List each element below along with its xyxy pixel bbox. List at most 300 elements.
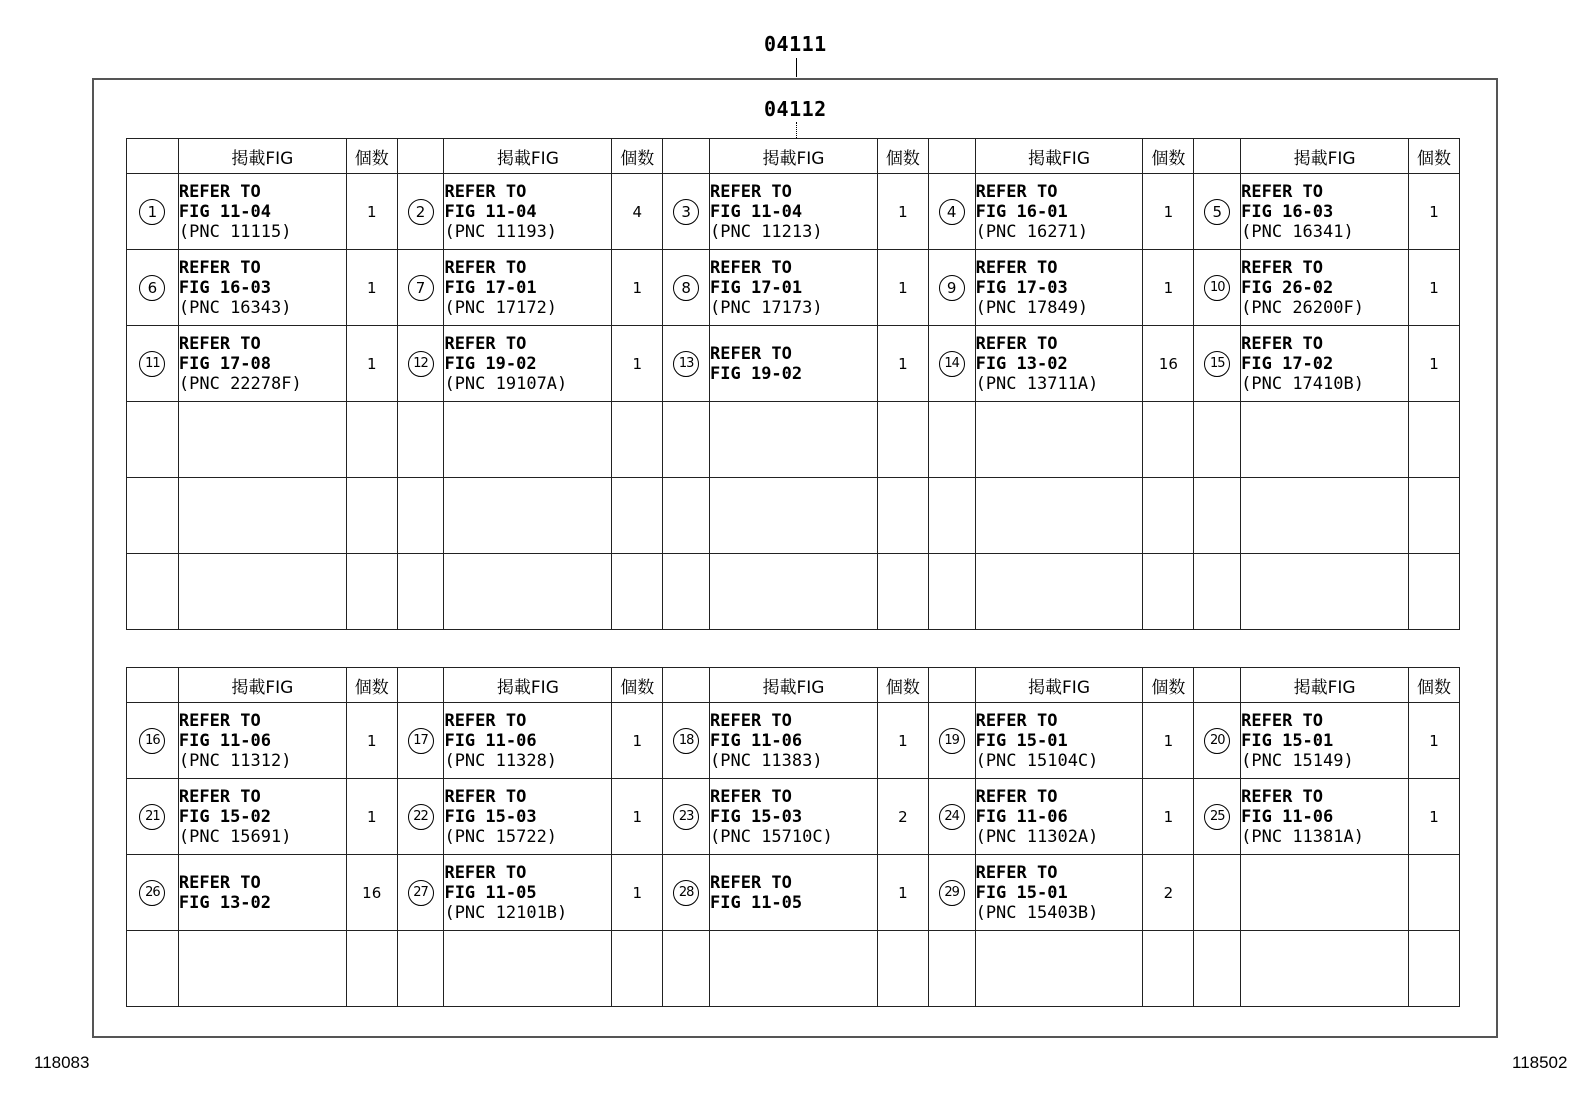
quantity-cell bbox=[346, 250, 397, 326]
fig-reference: FIG 17-01 bbox=[710, 277, 803, 298]
quantity-value: 1 bbox=[632, 807, 643, 826]
item-number-cell bbox=[928, 174, 975, 250]
pnc-reference: (PNC 17410B) bbox=[1241, 373, 1364, 394]
item-number-cell bbox=[663, 703, 710, 779]
header-qty: 個数 bbox=[612, 668, 663, 703]
item-number-badge: 5 bbox=[1204, 199, 1230, 225]
quantity-cell bbox=[877, 703, 928, 779]
header-qty: 個数 bbox=[612, 139, 663, 174]
reference-cell bbox=[1241, 931, 1409, 1007]
quantity-cell bbox=[612, 250, 663, 326]
quantity-cell bbox=[346, 855, 397, 931]
refer-to-text: REFER TO bbox=[975, 257, 1058, 278]
reference-cell bbox=[444, 250, 612, 326]
item-number-cell bbox=[1194, 703, 1241, 779]
quantity-value: 1 bbox=[632, 354, 643, 373]
quantity-cell bbox=[346, 174, 397, 250]
item-number-badge: 13 bbox=[673, 351, 699, 377]
item-number-badge: 25 bbox=[1204, 804, 1230, 830]
item-number-cell bbox=[127, 250, 179, 326]
table-row bbox=[127, 326, 1460, 402]
fig-reference: FIG 11-04 bbox=[444, 201, 537, 222]
table-body bbox=[127, 703, 1460, 1007]
quantity-cell bbox=[346, 554, 397, 630]
pnc-reference: (PNC 16341) bbox=[1241, 221, 1354, 242]
reference-cell bbox=[444, 326, 612, 402]
pnc-reference: (PNC 22278F) bbox=[178, 373, 302, 394]
quantity-cell bbox=[612, 478, 663, 554]
quantity-value: 16 bbox=[362, 883, 382, 902]
quantity-cell bbox=[877, 326, 928, 402]
reference-cell bbox=[444, 174, 612, 250]
quantity-cell bbox=[1143, 174, 1194, 250]
fig-reference: FIG 15-03 bbox=[444, 806, 537, 827]
item-number-cell bbox=[663, 931, 710, 1007]
item-number-badge: 24 bbox=[939, 804, 965, 830]
item-number-badge: 18 bbox=[673, 728, 699, 754]
quantity-cell bbox=[346, 779, 397, 855]
figure-code-right: 118502 bbox=[1512, 1053, 1568, 1072]
quantity-cell bbox=[612, 703, 663, 779]
item-number-badge: 1 bbox=[139, 199, 165, 225]
pnc-reference: (PNC 11193) bbox=[444, 221, 558, 242]
reference-cell bbox=[1241, 855, 1409, 931]
reference-cell bbox=[710, 478, 878, 554]
quantity-value: 2 bbox=[898, 807, 908, 826]
quantity-value: 1 bbox=[366, 354, 377, 373]
fig-reference: FIG 15-03 bbox=[710, 806, 803, 827]
reference-cell bbox=[178, 250, 346, 326]
table-row bbox=[127, 478, 1460, 554]
reference-cell bbox=[444, 402, 612, 478]
header-fig: 掲載FIG bbox=[975, 668, 1143, 703]
reference-cell bbox=[444, 855, 612, 931]
quantity-cell bbox=[1409, 402, 1460, 478]
header-fig: 掲載FIG bbox=[975, 139, 1143, 174]
item-number-cell bbox=[928, 931, 975, 1007]
pnc-reference: (PNC 17849) bbox=[975, 297, 1089, 318]
header-row bbox=[127, 668, 1460, 703]
quantity-cell bbox=[1409, 855, 1460, 931]
item-number-badge: 3 bbox=[673, 199, 699, 225]
quantity-value: 1 bbox=[1429, 202, 1439, 221]
refer-to-text: REFER TO bbox=[178, 257, 261, 278]
item-number-cell bbox=[1194, 855, 1241, 931]
pnc-reference: (PNC 16271) bbox=[975, 221, 1089, 242]
refer-to-text: REFER TO bbox=[1241, 710, 1324, 731]
quantity-cell bbox=[1143, 402, 1194, 478]
header-blank bbox=[663, 668, 710, 703]
refer-to-text: REFER TO bbox=[444, 786, 527, 807]
quantity-cell bbox=[346, 703, 397, 779]
item-number-badge: 15 bbox=[1204, 351, 1230, 377]
reference-cell bbox=[444, 779, 612, 855]
header-fig: 掲載FIG bbox=[710, 668, 878, 703]
item-number-badge: 22 bbox=[408, 804, 434, 830]
fig-reference: FIG 11-06 bbox=[178, 730, 272, 751]
pnc-reference: (PNC 15104C) bbox=[975, 750, 1099, 771]
quantity-value: 1 bbox=[366, 278, 377, 297]
quantity-cell bbox=[612, 174, 663, 250]
pnc-reference: (PNC 11115) bbox=[178, 221, 292, 242]
item-number-cell bbox=[663, 554, 710, 630]
parts-table-lower bbox=[126, 667, 1460, 1007]
reference-cell bbox=[178, 855, 346, 931]
fig-reference: FIG 13-02 bbox=[975, 353, 1068, 374]
quantity-cell bbox=[1143, 703, 1194, 779]
table-body bbox=[127, 174, 1460, 630]
refer-to-text: REFER TO bbox=[975, 181, 1058, 202]
refer-to-text: REFER TO bbox=[710, 181, 792, 202]
item-number-cell bbox=[127, 174, 179, 250]
refer-to-text: REFER TO bbox=[710, 710, 792, 731]
header-blank bbox=[1194, 139, 1241, 174]
item-number-badge: 10 bbox=[1204, 275, 1230, 301]
quantity-cell bbox=[1409, 250, 1460, 326]
item-number-badge: 11 bbox=[139, 351, 165, 377]
refer-to-text: REFER TO bbox=[1241, 257, 1324, 278]
pnc-reference: (PNC 19107A) bbox=[444, 373, 568, 394]
refer-to-text: REFER TO bbox=[1241, 786, 1324, 807]
fig-reference: FIG 16-03 bbox=[1241, 201, 1334, 222]
quantity-cell bbox=[612, 779, 663, 855]
quantity-cell bbox=[877, 855, 928, 931]
item-number-cell bbox=[397, 326, 444, 402]
item-number-cell bbox=[1194, 478, 1241, 554]
quantity-value: 1 bbox=[898, 883, 908, 902]
pnc-reference: (PNC 15403B) bbox=[975, 902, 1099, 923]
item-number-badge: 27 bbox=[408, 880, 434, 906]
table-row bbox=[127, 779, 1460, 855]
item-number-cell bbox=[663, 326, 710, 402]
quantity-value: 4 bbox=[632, 202, 643, 221]
refer-to-text: REFER TO bbox=[710, 257, 792, 278]
reference-cell bbox=[975, 326, 1143, 402]
reference-cell bbox=[710, 779, 878, 855]
item-number-cell bbox=[127, 931, 179, 1007]
refer-to-text: REFER TO bbox=[975, 333, 1058, 354]
header-fig: 掲載FIG bbox=[178, 139, 346, 174]
reference-cell bbox=[178, 779, 346, 855]
refer-to-text: REFER TO bbox=[444, 710, 527, 731]
quantity-value: 1 bbox=[1163, 807, 1174, 826]
quantity-cell bbox=[1143, 554, 1194, 630]
item-number-badge: 21 bbox=[139, 804, 165, 830]
fig-reference: FIG 26-02 bbox=[1241, 277, 1334, 298]
quantity-cell bbox=[1409, 931, 1460, 1007]
table-header bbox=[127, 668, 1460, 703]
quantity-value: 1 bbox=[898, 278, 908, 297]
reference-cell bbox=[1241, 779, 1409, 855]
table-row bbox=[127, 174, 1460, 250]
reference-cell bbox=[444, 478, 612, 554]
item-number-badge: 29 bbox=[939, 880, 965, 906]
fig-reference: FIG 11-05 bbox=[444, 882, 537, 903]
header-blank bbox=[928, 668, 975, 703]
fig-reference: FIG 11-05 bbox=[710, 892, 803, 913]
quantity-value: 1 bbox=[1429, 731, 1439, 750]
fig-reference: FIG 15-02 bbox=[178, 806, 272, 827]
refer-to-text: REFER TO bbox=[444, 181, 527, 202]
pnc-reference: (PNC 26200F) bbox=[1241, 297, 1364, 318]
header-blank bbox=[928, 139, 975, 174]
reference-cell bbox=[710, 174, 878, 250]
quantity-cell bbox=[1143, 478, 1194, 554]
header-qty: 個数 bbox=[346, 139, 397, 174]
pnc-reference: (PNC 16343) bbox=[178, 297, 292, 318]
header-blank bbox=[397, 139, 444, 174]
parts-table-upper bbox=[126, 138, 1460, 630]
reference-cell bbox=[178, 554, 346, 630]
quantity-value: 16 bbox=[1158, 354, 1178, 373]
quantity-cell bbox=[612, 402, 663, 478]
refer-to-text: REFER TO bbox=[178, 181, 261, 202]
header-fig: 掲載FIG bbox=[444, 139, 612, 174]
reference-cell bbox=[178, 703, 346, 779]
reference-cell bbox=[444, 703, 612, 779]
quantity-cell bbox=[877, 931, 928, 1007]
item-number-cell bbox=[127, 478, 179, 554]
reference-cell bbox=[710, 931, 878, 1007]
quantity-cell bbox=[1143, 250, 1194, 326]
item-number-cell bbox=[127, 703, 179, 779]
item-number-cell bbox=[127, 402, 179, 478]
header-blank bbox=[663, 139, 710, 174]
fig-reference: FIG 11-06 bbox=[444, 730, 537, 751]
quantity-value: 1 bbox=[366, 807, 377, 826]
pnc-reference: (PNC 15691) bbox=[178, 826, 292, 847]
assembly-code-04112: 04112 bbox=[764, 97, 827, 121]
item-number-cell bbox=[127, 779, 179, 855]
header-qty: 個数 bbox=[877, 139, 928, 174]
quantity-cell bbox=[1409, 703, 1460, 779]
item-number-cell bbox=[1194, 931, 1241, 1007]
quantity-value: 1 bbox=[1429, 278, 1439, 297]
item-number-cell bbox=[928, 554, 975, 630]
item-number-cell bbox=[397, 174, 444, 250]
item-number-cell bbox=[397, 554, 444, 630]
fig-reference: FIG 11-04 bbox=[178, 201, 272, 222]
quantity-value: 1 bbox=[1163, 202, 1174, 221]
header-fig: 掲載FIG bbox=[710, 139, 878, 174]
header-fig: 掲載FIG bbox=[1241, 139, 1409, 174]
refer-to-text: REFER TO bbox=[178, 786, 261, 807]
header-qty: 個数 bbox=[1409, 139, 1460, 174]
item-number-cell bbox=[663, 478, 710, 554]
quantity-value: 1 bbox=[898, 731, 908, 750]
item-number-cell bbox=[397, 703, 444, 779]
refer-to-text: REFER TO bbox=[444, 862, 527, 883]
quantity-cell bbox=[877, 250, 928, 326]
item-number-cell bbox=[1194, 174, 1241, 250]
leader-line bbox=[796, 58, 797, 77]
quantity-cell bbox=[1409, 554, 1460, 630]
reference-cell bbox=[975, 402, 1143, 478]
pnc-reference: (PNC 15149) bbox=[1241, 750, 1354, 771]
figure-code-left: 118083 bbox=[34, 1053, 90, 1072]
reference-cell bbox=[178, 174, 346, 250]
item-number-cell bbox=[928, 326, 975, 402]
header-qty: 個数 bbox=[1409, 668, 1460, 703]
header-fig: 掲載FIG bbox=[1241, 668, 1409, 703]
reference-cell bbox=[975, 554, 1143, 630]
reference-cell bbox=[975, 931, 1143, 1007]
table-header bbox=[127, 139, 1460, 174]
quantity-value: 1 bbox=[1163, 278, 1174, 297]
header-qty: 個数 bbox=[346, 668, 397, 703]
header-qty: 個数 bbox=[877, 668, 928, 703]
reference-cell bbox=[975, 703, 1143, 779]
fig-reference: FIG 13-02 bbox=[178, 892, 272, 913]
item-number-badge: 6 bbox=[139, 275, 165, 301]
item-number-cell bbox=[1194, 779, 1241, 855]
item-number-cell bbox=[928, 250, 975, 326]
reference-cell bbox=[710, 554, 878, 630]
quantity-cell bbox=[877, 174, 928, 250]
refer-to-text: REFER TO bbox=[710, 343, 792, 364]
fig-reference: FIG 17-08 bbox=[178, 353, 272, 374]
quantity-value: 1 bbox=[632, 278, 643, 297]
header-qty: 個数 bbox=[1143, 668, 1194, 703]
quantity-cell bbox=[612, 855, 663, 931]
item-number-cell bbox=[397, 931, 444, 1007]
pnc-reference: (PNC 15710C) bbox=[710, 826, 833, 847]
fig-reference: FIG 15-01 bbox=[975, 730, 1068, 751]
quantity-value: 1 bbox=[632, 883, 643, 902]
quantity-cell bbox=[612, 931, 663, 1007]
reference-cell bbox=[710, 402, 878, 478]
fig-reference: FIG 16-01 bbox=[975, 201, 1068, 222]
item-number-badge: 7 bbox=[408, 275, 434, 301]
reference-cell bbox=[1241, 402, 1409, 478]
header-row bbox=[127, 139, 1460, 174]
item-number-cell bbox=[1194, 554, 1241, 630]
quantity-cell bbox=[1143, 326, 1194, 402]
reference-cell bbox=[710, 326, 878, 402]
reference-cell bbox=[178, 326, 346, 402]
refer-to-text: REFER TO bbox=[1241, 333, 1324, 354]
refer-to-text: REFER TO bbox=[444, 333, 527, 354]
pnc-reference: (PNC 15722) bbox=[444, 826, 558, 847]
header-blank bbox=[1194, 668, 1241, 703]
item-number-cell bbox=[928, 478, 975, 554]
item-number-cell bbox=[1194, 326, 1241, 402]
item-number-badge: 4 bbox=[939, 199, 965, 225]
refer-to-text: REFER TO bbox=[975, 862, 1058, 883]
quantity-value: 1 bbox=[632, 731, 643, 750]
fig-reference: FIG 11-06 bbox=[1241, 806, 1334, 827]
item-number-badge: 16 bbox=[139, 728, 165, 754]
item-number-cell bbox=[663, 174, 710, 250]
reference-cell bbox=[178, 478, 346, 554]
item-number-cell bbox=[397, 478, 444, 554]
item-number-badge: 17 bbox=[408, 728, 434, 754]
quantity-value: 1 bbox=[1429, 354, 1439, 373]
item-number-cell bbox=[397, 250, 444, 326]
reference-cell bbox=[1241, 554, 1409, 630]
fig-reference: FIG 17-03 bbox=[975, 277, 1068, 298]
header-fig: 掲載FIG bbox=[444, 668, 612, 703]
table-row bbox=[127, 931, 1460, 1007]
refer-to-text: REFER TO bbox=[178, 333, 261, 354]
item-number-cell bbox=[127, 554, 179, 630]
refer-to-text: REFER TO bbox=[444, 257, 527, 278]
pnc-reference: (PNC 11381A) bbox=[1241, 826, 1364, 847]
quantity-cell bbox=[877, 554, 928, 630]
header-blank bbox=[127, 139, 179, 174]
pnc-reference: (PNC 17173) bbox=[710, 297, 823, 318]
reference-cell bbox=[710, 703, 878, 779]
item-number-cell bbox=[663, 779, 710, 855]
table-row bbox=[127, 855, 1460, 931]
quantity-cell bbox=[877, 402, 928, 478]
header-blank bbox=[127, 668, 179, 703]
quantity-value: 1 bbox=[366, 202, 377, 221]
quantity-cell bbox=[612, 326, 663, 402]
header-qty: 個数 bbox=[1143, 139, 1194, 174]
quantity-cell bbox=[1409, 478, 1460, 554]
fig-reference: FIG 17-01 bbox=[444, 277, 537, 298]
refer-to-text: REFER TO bbox=[178, 710, 261, 731]
quantity-cell bbox=[1409, 326, 1460, 402]
item-number-cell bbox=[397, 402, 444, 478]
refer-to-text: REFER TO bbox=[1241, 181, 1324, 202]
item-number-badge: 2 bbox=[408, 199, 434, 225]
reference-cell bbox=[975, 478, 1143, 554]
reference-cell bbox=[178, 402, 346, 478]
reference-cell bbox=[178, 931, 346, 1007]
quantity-cell bbox=[346, 402, 397, 478]
quantity-cell bbox=[346, 478, 397, 554]
reference-cell bbox=[710, 855, 878, 931]
item-number-badge: 8 bbox=[673, 275, 699, 301]
pnc-reference: (PNC 12101B) bbox=[444, 902, 568, 923]
quantity-value: 1 bbox=[366, 731, 377, 750]
reference-cell bbox=[1241, 174, 1409, 250]
reference-cell bbox=[975, 855, 1143, 931]
reference-cell bbox=[1241, 703, 1409, 779]
item-number-cell bbox=[1194, 250, 1241, 326]
item-number-cell bbox=[127, 855, 179, 931]
fig-reference: FIG 16-03 bbox=[178, 277, 272, 298]
reference-cell bbox=[1241, 250, 1409, 326]
reference-cell bbox=[444, 554, 612, 630]
item-number-badge: 12 bbox=[408, 351, 434, 377]
table-row bbox=[127, 402, 1460, 478]
reference-cell bbox=[975, 250, 1143, 326]
quantity-cell bbox=[877, 779, 928, 855]
quantity-value: 1 bbox=[1429, 807, 1439, 826]
item-number-cell bbox=[397, 779, 444, 855]
leader-line-dotted bbox=[796, 122, 797, 138]
item-number-cell bbox=[928, 402, 975, 478]
item-number-badge: 23 bbox=[673, 804, 699, 830]
quantity-value: 1 bbox=[898, 354, 908, 373]
refer-to-text: REFER TO bbox=[178, 872, 261, 893]
quantity-value: 1 bbox=[1163, 731, 1174, 750]
assembly-code-04111: 04111 bbox=[764, 32, 827, 56]
quantity-cell bbox=[346, 326, 397, 402]
quantity-cell bbox=[346, 931, 397, 1007]
pnc-reference: (PNC 11383) bbox=[710, 750, 823, 771]
quantity-value: 1 bbox=[898, 202, 908, 221]
refer-to-text: REFER TO bbox=[710, 786, 792, 807]
quantity-cell bbox=[612, 554, 663, 630]
fig-reference: FIG 19-02 bbox=[444, 353, 537, 374]
table-row bbox=[127, 250, 1460, 326]
quantity-cell bbox=[1409, 779, 1460, 855]
refer-to-text: REFER TO bbox=[975, 786, 1058, 807]
